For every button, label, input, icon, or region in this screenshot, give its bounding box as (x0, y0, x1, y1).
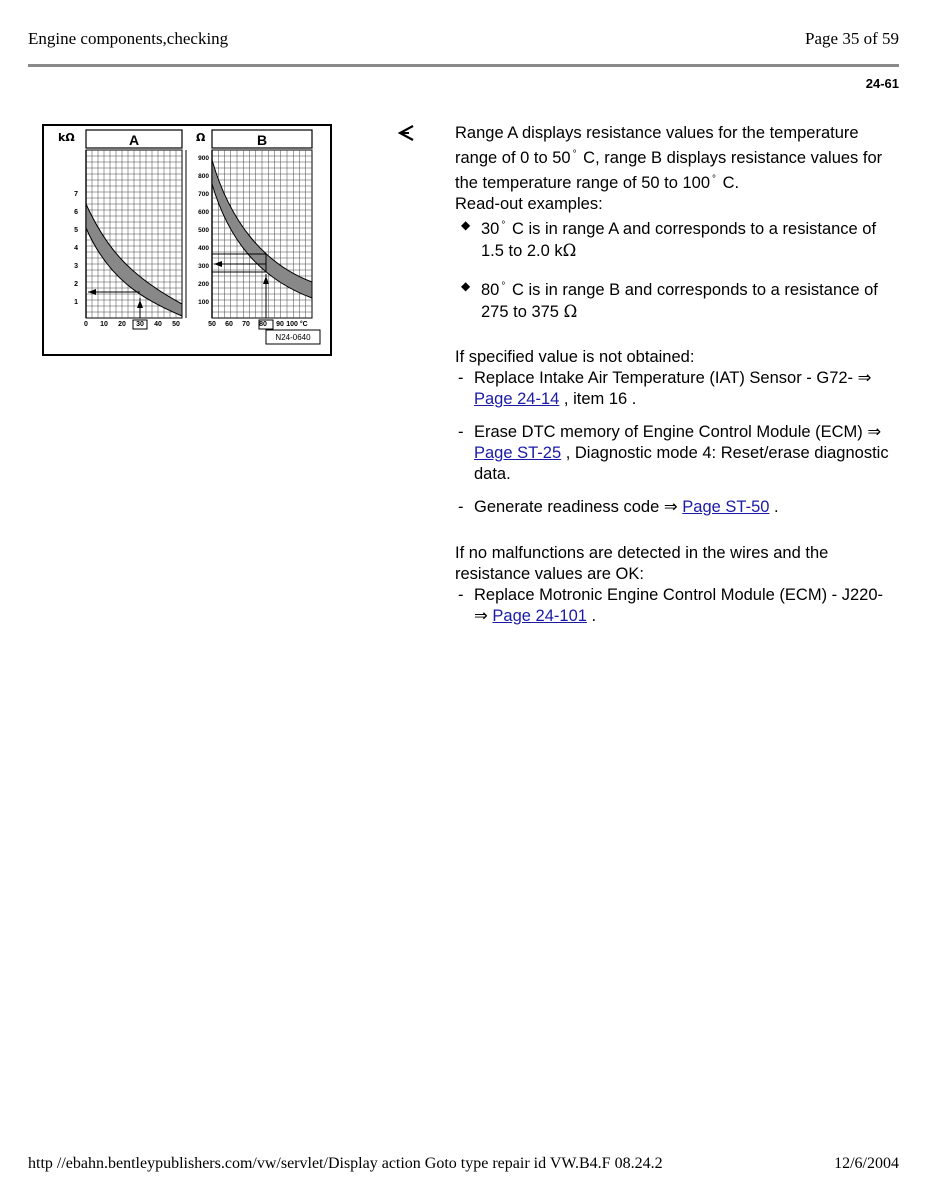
link-page-st-50[interactable]: Page ST-50 (682, 498, 770, 516)
step-replace-ecm: - Replace Motronic Engine Control Module (ECM) - J220- ⇒ Page 24-101 . (458, 586, 884, 625)
step-readiness-code: - Generate readiness code ⇒ Page ST-50 . (458, 498, 779, 516)
chart-b (186, 130, 320, 344)
ytick-b: 300 (198, 263, 209, 270)
section-number: 24-61 (865, 76, 899, 91)
ytick-b: 100 (198, 299, 209, 306)
xtick-a: 10 (100, 321, 108, 328)
ytick-a: 3 (74, 263, 78, 270)
label-a: A (128, 132, 140, 148)
intro-paragraph: Range A displays resistance values for the temperature range of 0 to 50 ° C, range B displays resistance values for the temperature range of 50 to 100 ° C. (455, 124, 883, 192)
ytick-b: 400 (198, 245, 209, 252)
xtick-b: 70 (242, 321, 250, 328)
ytick-b: 800 (198, 173, 209, 180)
figure-code: N24-0640 (275, 333, 311, 342)
pointer-arrow-icon (397, 124, 415, 142)
diamond-bullet-icon: ◆ (461, 279, 471, 293)
xtick-a: 50 (172, 321, 180, 328)
readout-heading: Read-out examples: (455, 195, 603, 213)
label-b: B (256, 132, 268, 148)
ytick-a: 5 (74, 227, 78, 234)
ytick-a: 1 (74, 299, 78, 306)
document-title: Engine components,checking (28, 29, 229, 48)
unit-b: Ω (196, 131, 206, 144)
xtick-b: 100 °C (286, 321, 308, 328)
ytick-b: 500 (198, 227, 209, 234)
chart-a (58, 130, 182, 329)
page-indicator: Page 35 of 59 (805, 29, 899, 48)
xtick-a: 40 (154, 321, 162, 328)
header-divider (28, 64, 899, 67)
step-replace-iat: - Replace Intake Air Temperature (IAT) Sensor - G72- ⇒ Page 24-14 , item 16 . (458, 369, 872, 408)
xtick-b: 80 (259, 321, 267, 328)
not-obtained-text: If specified value is not obtained: (455, 348, 695, 366)
ytick-a: 2 (74, 281, 78, 288)
xtick-b: 60 (225, 321, 233, 328)
ytick-a: 7 (74, 191, 78, 198)
ytick-b: 600 (198, 209, 209, 216)
xtick-b: 90 (276, 321, 284, 328)
no-malfunction-text: If no malfunctions are detected in the wires and the resistance values are OK: (455, 544, 829, 583)
readout-example-2: ◆ 80 ° C is in range B and corresponds to a resistance of 275 to 375 Ω (455, 276, 895, 323)
link-page-24-101[interactable]: Page 24-101 (492, 607, 587, 625)
step-erase-dtc: - Erase DTC memory of Engine Control Module (ECM) ⇒ Page ST-25 , Diagnostic mode 4: Reset/erase diagnostic data. (458, 423, 889, 483)
link-page-24-14[interactable]: Page 24-14 (474, 390, 560, 408)
resistance-figure (42, 124, 332, 356)
page-footer (28, 1155, 899, 1173)
xtick-a: 0 (84, 321, 88, 328)
xtick-b: 50 (208, 321, 216, 328)
footer-url: http //ebahn.bentleypublishers.com/vw/servlet/Display action Goto type repair id VW.B4.F 08.24.2 (28, 1155, 663, 1172)
ytick-a: 4 (74, 245, 78, 252)
diamond-bullet-icon: ◆ (461, 218, 471, 232)
readout-example-1: ◆ 30 ° C is in range A and corresponds to a resistance of 1.5 to 2.0 kΩ (455, 215, 895, 262)
xtick-a: 20 (118, 321, 126, 328)
ytick-b: 200 (198, 281, 209, 288)
instructions (455, 123, 895, 639)
xtick-a: 30 (136, 321, 144, 328)
footer-date: 12/6/2004 (834, 1155, 899, 1172)
resistance-chart (44, 126, 334, 358)
ytick-a: 6 (74, 209, 78, 216)
link-page-st-25[interactable]: Page ST-25 (474, 444, 562, 462)
ytick-b: 700 (198, 191, 209, 198)
unit-a: kΩ (58, 131, 75, 144)
ytick-b: 900 (198, 155, 209, 162)
